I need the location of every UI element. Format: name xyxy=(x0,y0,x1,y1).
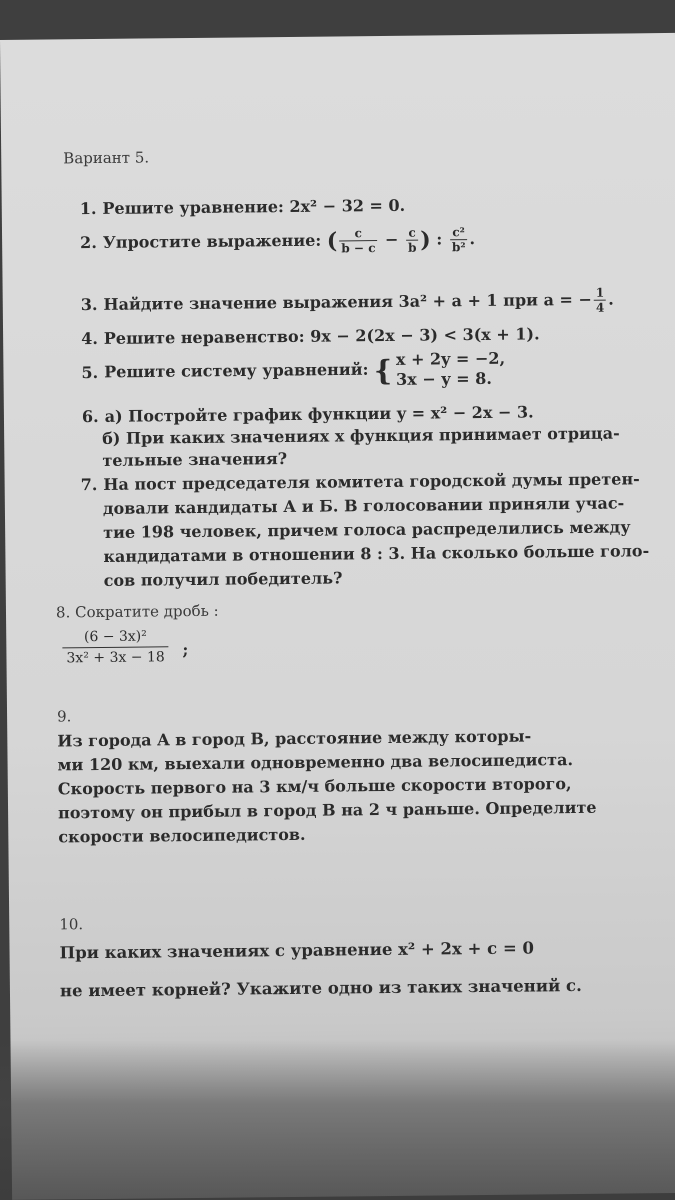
equation-system xyxy=(396,349,506,390)
task-3-fraction: $\frac{1}{4}$ xyxy=(595,285,605,315)
task-7-line-5: сов получил победитель? xyxy=(103,568,343,590)
task-1-text: Решите уравнение: 2x² − 32 = 0. xyxy=(102,195,406,218)
task-10-line-2: не имеет корней? Укажите одно из таких значений c. xyxy=(59,975,582,1001)
task-7-number: 7. xyxy=(80,475,98,495)
task-2-end: . xyxy=(469,229,476,249)
task-8-fraction xyxy=(62,628,169,666)
task-5-label: Решите систему уравнений: xyxy=(104,359,369,382)
task-3-end: . xyxy=(608,289,614,309)
task-6-number: 6. xyxy=(81,406,99,427)
task-7-text-1: На пост председателя комитета городской думы претен- xyxy=(103,469,640,494)
task-4-number: 4. xyxy=(81,328,98,349)
task-9-line-3: Скорость первого на 3 км/ч больше скорости второго, xyxy=(57,774,572,799)
task-8-end: ; xyxy=(182,640,189,660)
task-6-b-line-1: б) При каких значениях x функция принимает отрица- xyxy=(102,423,620,448)
task-9-line-4: поэтому он прибыл в город B на 2 ч раньше. Определите xyxy=(57,797,597,823)
task-2-label: Упростите выражение: xyxy=(102,230,322,252)
task-6-a-text: а) Постройте график функции y = x² − 2x − 3. xyxy=(104,402,534,426)
task-2-number: 2. xyxy=(80,232,97,253)
task-7-line-3: тие 198 человек, причем голоса распределились между xyxy=(103,517,631,542)
task-10-line-1: При каких значениях c уравнение x² + 2x + c = 0 xyxy=(59,938,535,963)
task-4-text: Решите неравенство: 9x − 2(2x − 3) < 3(x + 1). xyxy=(103,324,540,348)
task-9-line-5: скорости велосипедистов. xyxy=(58,824,306,847)
task-4 xyxy=(81,324,540,348)
task-2-fraction-1: $\frac{c}{b - c}$ xyxy=(339,226,377,255)
task-3 xyxy=(81,286,614,321)
task-2-fraction-3: $\frac{\text{c²}}{\text{b²}}$ xyxy=(450,225,468,254)
task-2-fraction-2: $\frac{c}{b}$ xyxy=(406,226,419,255)
task-3-number: 3. xyxy=(80,294,98,315)
paper-sheet xyxy=(0,33,675,1200)
task-5-number: 5. xyxy=(81,362,99,382)
task-6-b-line-2: тельные значения? xyxy=(102,449,288,470)
task-9-line-1: Из города A в город B, расстояние между которы- xyxy=(57,726,532,751)
task-3-text: Найдите значение выражения 3a² + a + 1 при a = − xyxy=(103,289,592,314)
task-2-minus: − xyxy=(384,229,399,249)
task-8-denominator: 3x² + 3x − 18 xyxy=(66,649,165,667)
task-7-line-1 xyxy=(81,469,640,494)
task-7-line-4: кандидатами в отношении 8 : 3. На сколько больше голо- xyxy=(103,541,650,566)
system-eq-2: 3x − y = 8. xyxy=(396,368,492,389)
system-eq-1: x + 2y = −2, xyxy=(395,348,506,369)
task-7-line-2: довали кандидаты А и Б. В голосовании приняли учас- xyxy=(102,493,625,518)
task-1 xyxy=(80,196,406,218)
task-9-line-2: ми 120 км, выехали одновременно два велосипедиста. xyxy=(57,750,574,775)
task-5 xyxy=(81,349,505,393)
task-2-colon: : xyxy=(436,229,443,249)
system-brace: { xyxy=(373,353,393,387)
variant-title: Вариант 5. xyxy=(63,148,150,168)
task-10-number: 10. xyxy=(59,915,84,934)
task-9-number: 9. xyxy=(56,707,72,726)
task-2: 2. Упростите выражение: ( $\frac{c}{b - c}$ − $\frac{c}{b}$ ) : $\frac{\text{c²}}{\text{b²}}$ . xyxy=(80,225,476,256)
task-6-a xyxy=(82,402,534,426)
task-8-numerator: (6 − 3x)² xyxy=(62,628,168,648)
task-1-number: 1. xyxy=(79,198,97,219)
task-8-label: 8. Сократите дробь : xyxy=(55,601,219,622)
